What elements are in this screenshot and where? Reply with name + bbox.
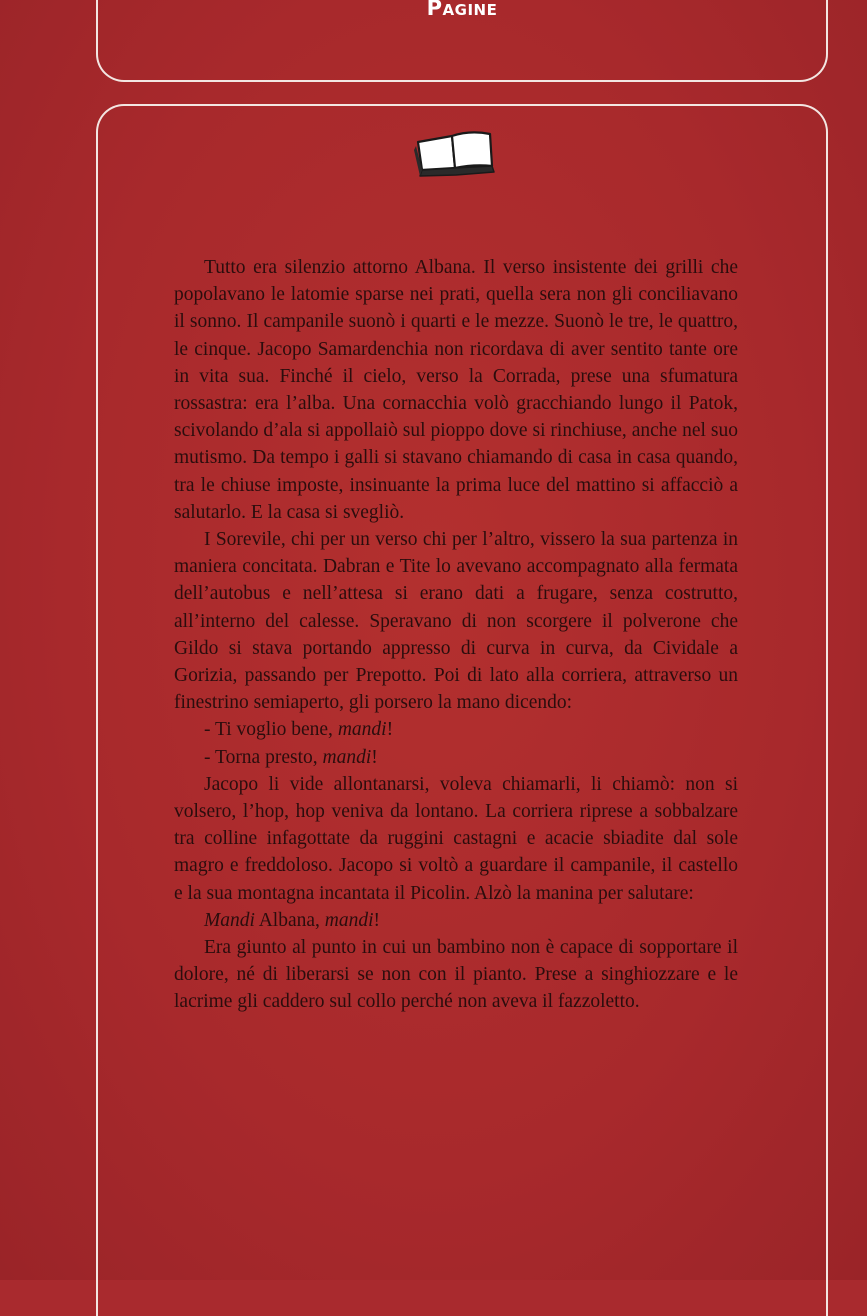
story-text	[174, 254, 738, 1016]
dialog-line: - Ti voglio bene, mandi!	[204, 719, 394, 741]
paragraph: Tutto era silenzio attorno Albana. Il verso insistente dei grilli che popolavano le latomie sparse nei prati, quella sera non gli conciliavano il sonno. Il campanile suonò i quarti e le mezze. Suonò le tre, le quattro, le cinque. Jacopo Samardenchia non ricordava di aver sentito tante ore in vita sua. Finché il cielo, verso la Corrada, prese una sfumatura rossastra: era l’alba. Una cornacchia volò gracchiando lungo il Patok, scivolando d’ala si appollaiò sul pioppo dove si rinchiuse, anche nel suo mutismo. Da tempo i galli si stavano chiamando di casa in casa quando, tra le chiuse imposte, insinuante la prima luce del mattino si affacciò a salutarlo. E la casa si svegliò.	[174, 257, 738, 523]
paragraph: Era giunto al punto in cui un bambino non è capace di sopportare il dolore, né di liberarsi se non con il pianto. Prese a singhiozzare e le lacrime gli caddero sul collo perché non aveva il fazzoletto.	[174, 937, 738, 1013]
page-title: Pagine	[426, 0, 498, 20]
dialog-line: - Torna presto, mandi!	[204, 746, 378, 768]
paragraph: I Sorevile, chi per un verso chi per l’altro, vissero la sua partenza in maniera concitata. Dabran e Tite lo avevano accompagnato alla fermata dell’autobus e nell’attesa si erano dati a frugare, senza costrutto, all’interno del calesse. Speravano di non scorgere il polverone che Gildo si stava portando appresso di curva in curva, da Cividale a Gorizia, passando per Prepotto. Poi di lato alla corriera, attraverso un finestrino semiaperto, gli porsero la mano dicendo:	[174, 529, 738, 714]
dialog-line: Mandi Albana, mandi!	[204, 909, 381, 931]
header-frame	[96, 0, 828, 82]
open-book-icon	[412, 128, 498, 178]
paragraph: Jacopo li vide allontanarsi, voleva chiamarli, li chiamò: non si volsero, l’hop, hop veniva da lontano. La corriera riprese a sobbalzare tra colline infagottate da ruggini castagni e acacie sbiadite dal sole magro e freddoloso. Jacopo si voltò a guardare il campanile, il castello e la sua montagna incantata il Picolin. Alzò la manina per salutare:	[174, 773, 738, 904]
